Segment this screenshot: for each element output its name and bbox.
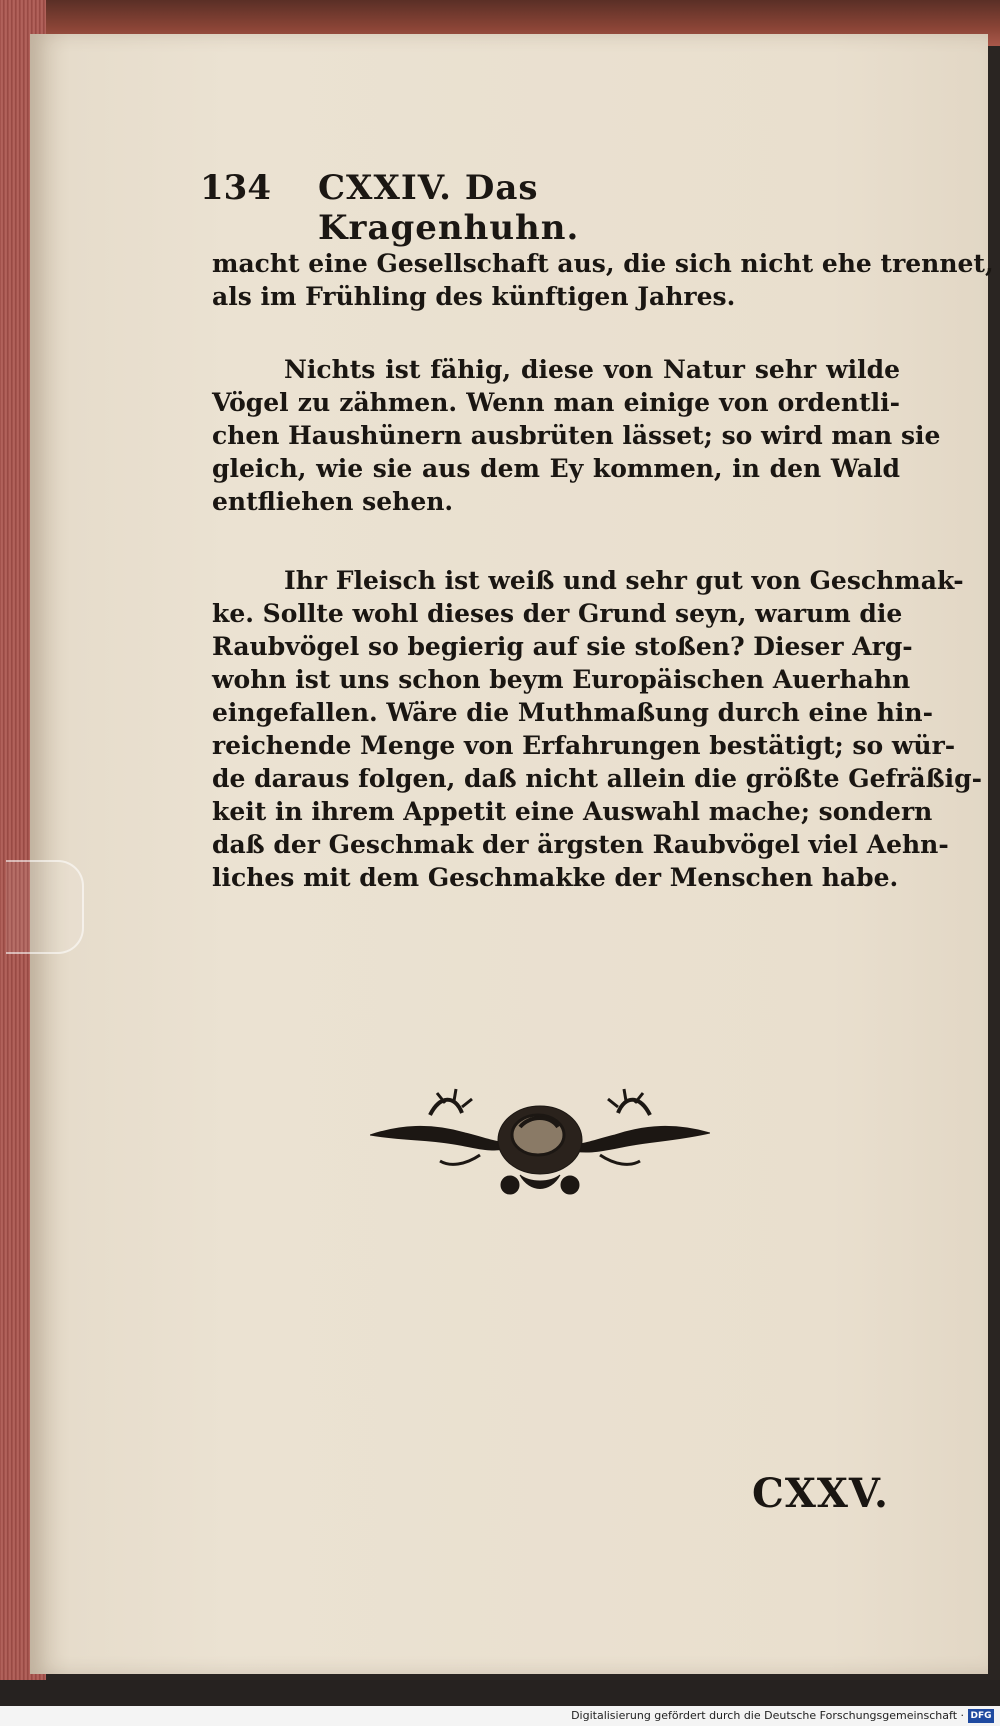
running-header — [200, 168, 780, 248]
text-line: keit in ihrem Appetit eine Auswahl mache; sondern — [212, 797, 933, 826]
vignette-ornament-icon — [370, 1075, 710, 1205]
text-line: Vögel zu zähmen. Wenn man einige von ordentli- — [212, 388, 900, 417]
text-line: gleich, wie sie aus dem Ey kommen, in den Wald — [212, 454, 900, 483]
text-line: als im Frühling des künftigen Jahres. — [212, 282, 736, 311]
paragraph-1 — [212, 247, 994, 313]
paragraph-3 — [212, 564, 982, 894]
text-line: liches mit dem Geschmakke der Menschen habe. — [212, 863, 899, 892]
page-number: 134 — [200, 168, 271, 208]
text-line: Ihr Fleisch ist weiß und sehr gut von Geschmak- — [284, 566, 964, 595]
text-line: wohn ist uns schon beym Europäischen Auerhahn — [212, 665, 911, 694]
dfg-logo-icon: DFG — [968, 1709, 994, 1723]
text-line: reichende Menge von Erfahrungen bestätigt; so wür- — [212, 731, 956, 760]
chapter-title: CXXIV. Das Kragenhuhn. — [318, 168, 580, 248]
page-clip — [6, 860, 84, 954]
catchword: CXXV. — [752, 1470, 889, 1517]
text-line: Nichts ist fähig, diese von Natur sehr wilde — [284, 355, 900, 384]
text-line: de daraus folgen, daß nicht allein die größte Gefräßig- — [212, 764, 982, 793]
text-line: daß der Geschmak der ärgsten Raubvögel viel Aehn- — [212, 830, 949, 859]
text-line: entfliehen sehen. — [212, 487, 454, 516]
text-line: ke. Sollte wohl dieses der Grund seyn, warum die — [212, 599, 903, 628]
digitization-credit: Digitalisierung gefördert durch die Deutsche Forschungsgemeinschaft · — [0, 1706, 1000, 1726]
text-line: eingefallen. Wäre die Muthmaßung durch eine hin- — [212, 698, 933, 727]
text-line: chen Haushünern ausbrüten lässet; so wird man sie — [212, 421, 941, 450]
text-line: macht eine Gesellschaft aus, die sich nicht ehe trennet, — [212, 249, 994, 278]
text-line: Raubvögel so begierig auf sie stoßen? Dieser Arg- — [212, 632, 913, 661]
paragraph-2 — [212, 353, 941, 518]
